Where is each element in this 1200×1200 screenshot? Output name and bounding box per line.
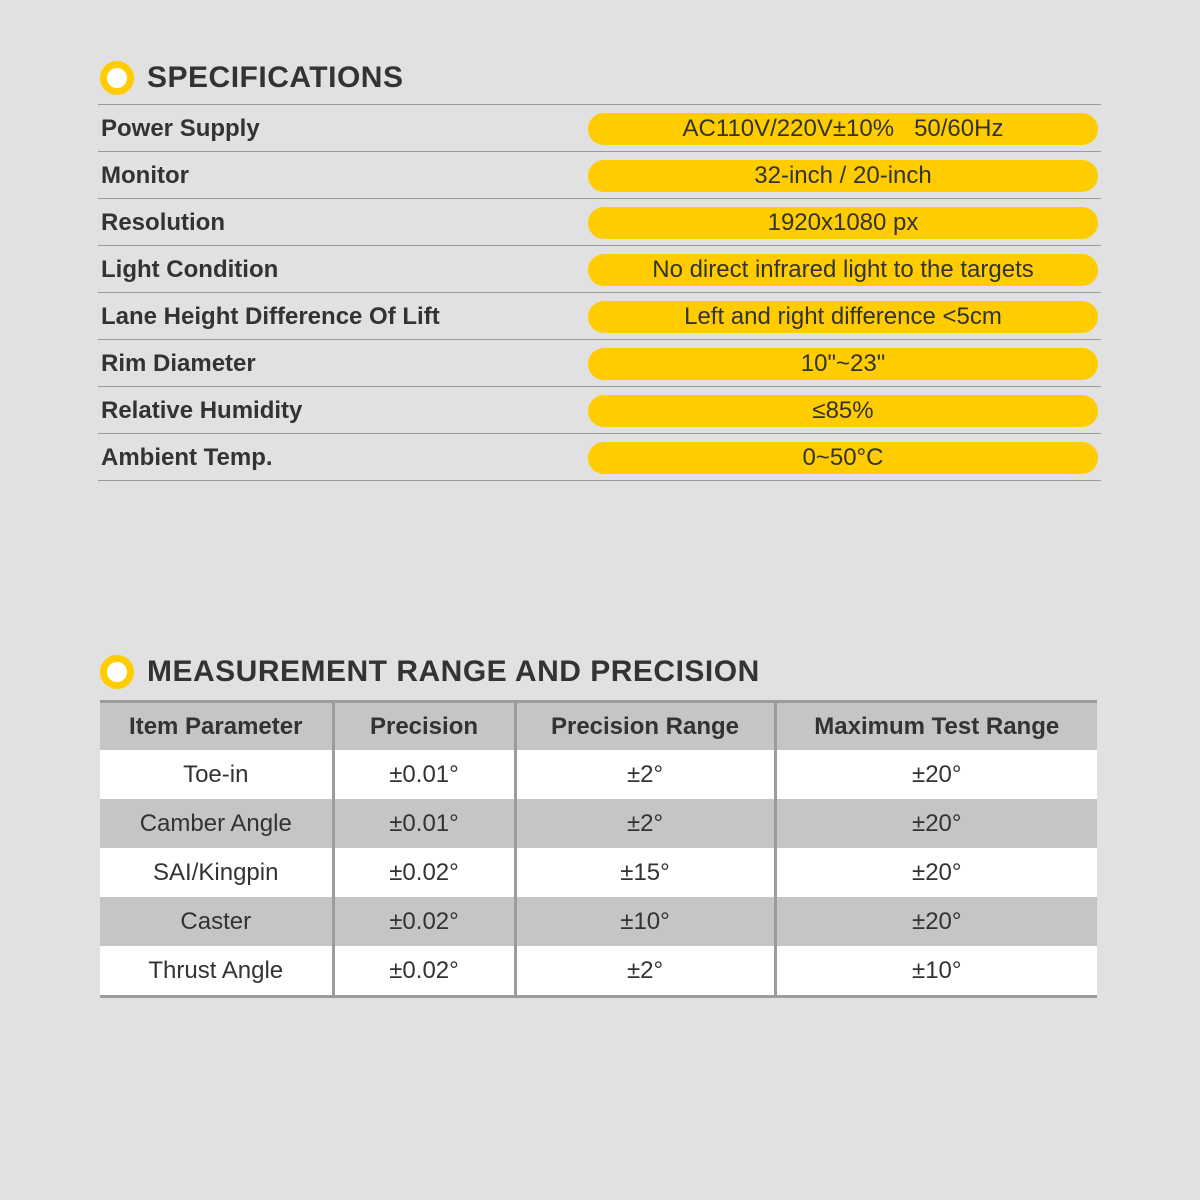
table-cell: ±10° bbox=[515, 897, 775, 946]
column-header-precision-range: Precision Range bbox=[515, 702, 775, 751]
spec-value: 32-inch / 20-inch bbox=[588, 160, 1098, 192]
table-cell: ±20° bbox=[775, 799, 1097, 848]
table-cell: ±0.02° bbox=[333, 946, 515, 997]
spec-label: Power Supply bbox=[101, 115, 260, 142]
column-header-precision: Precision bbox=[333, 702, 515, 751]
bullet-circle-icon bbox=[100, 655, 134, 689]
table-cell: ±0.01° bbox=[333, 799, 515, 848]
spec-label: Relative Humidity bbox=[101, 397, 303, 424]
spec-row-ambient-temp bbox=[98, 434, 1101, 481]
spec-row-lane-height-difference bbox=[98, 293, 1101, 340]
table-row bbox=[100, 848, 1097, 897]
table-cell: ±2° bbox=[515, 946, 775, 997]
spec-value: Left and right difference <5cm bbox=[588, 301, 1098, 333]
column-header-maximum-test-range: Maximum Test Range bbox=[775, 702, 1097, 751]
spec-row-rim-diameter bbox=[98, 340, 1101, 387]
spec-label: Resolution bbox=[101, 209, 225, 236]
table-cell: Toe-in bbox=[100, 750, 333, 799]
table-cell: ±2° bbox=[515, 799, 775, 848]
table-cell: ±20° bbox=[775, 750, 1097, 799]
spec-row-power-supply bbox=[98, 105, 1101, 152]
column-header-item-parameter: Item Parameter bbox=[100, 702, 333, 751]
specifications-heading bbox=[100, 58, 403, 98]
table-cell: SAI/Kingpin bbox=[100, 848, 333, 897]
spec-value: AC110V/220V±10% 50/60Hz bbox=[588, 113, 1098, 145]
table-cell: ±2° bbox=[515, 750, 775, 799]
measurement-heading bbox=[100, 652, 760, 692]
table-cell: ±10° bbox=[775, 946, 1097, 997]
spec-value: 1920x1080 px bbox=[588, 207, 1098, 239]
table-cell: Camber Angle bbox=[100, 799, 333, 848]
specifications-list bbox=[98, 104, 1101, 481]
table-cell: ±20° bbox=[775, 848, 1097, 897]
spec-value: 0~50°C bbox=[588, 442, 1098, 474]
spec-value: 10"~23" bbox=[588, 348, 1098, 380]
spec-row-resolution bbox=[98, 199, 1101, 246]
table-header-row bbox=[100, 702, 1097, 751]
spec-row-light-condition bbox=[98, 246, 1101, 293]
spec-label: Lane Height Difference Of Lift bbox=[101, 303, 440, 330]
spec-value: ≤85% bbox=[588, 395, 1098, 427]
table-cell: Caster bbox=[100, 897, 333, 946]
spec-label: Light Condition bbox=[101, 256, 279, 283]
table-cell: ±15° bbox=[515, 848, 775, 897]
spec-label: Rim Diameter bbox=[101, 350, 256, 377]
spec-row-monitor bbox=[98, 152, 1101, 199]
spec-row-relative-humidity bbox=[98, 387, 1101, 434]
measurement-table bbox=[100, 700, 1097, 998]
table-row bbox=[100, 946, 1097, 997]
spec-label: Ambient Temp. bbox=[101, 444, 273, 471]
spec-value: No direct infrared light to the targets bbox=[588, 254, 1098, 286]
bullet-circle-icon bbox=[100, 61, 134, 95]
table-cell: ±20° bbox=[775, 897, 1097, 946]
table-row bbox=[100, 750, 1097, 799]
spec-label: Monitor bbox=[101, 162, 189, 189]
table-cell: ±0.02° bbox=[333, 897, 515, 946]
table-cell: ±0.02° bbox=[333, 848, 515, 897]
specifications-title: SPECIFICATIONS bbox=[147, 61, 404, 94]
measurement-title: MEASUREMENT RANGE AND PRECISION bbox=[147, 655, 760, 688]
table-cell: ±0.01° bbox=[333, 750, 515, 799]
table-cell: Thrust Angle bbox=[100, 946, 333, 997]
table-row bbox=[100, 799, 1097, 848]
table-row bbox=[100, 897, 1097, 946]
